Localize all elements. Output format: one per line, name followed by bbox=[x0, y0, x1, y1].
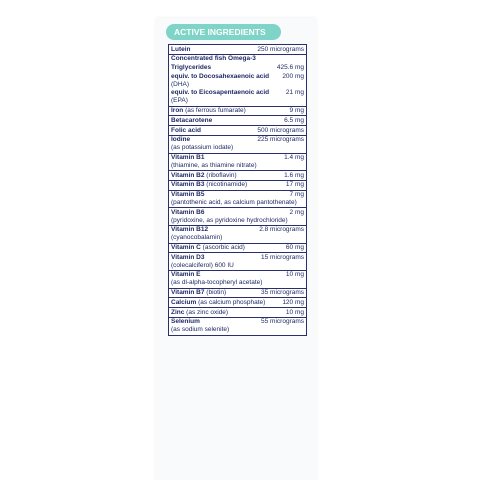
ingredient-label bbox=[171, 172, 237, 180]
ingredient-subnote: (EPA) bbox=[171, 97, 188, 105]
ingredient-amount: 21 mg bbox=[285, 89, 304, 97]
ingredient-amount: 6.5 mg bbox=[284, 116, 304, 124]
ingredient-row bbox=[169, 289, 306, 299]
ingredient-subnote: (thiamine, as thiamine nitrate) bbox=[171, 161, 257, 169]
ingredient-label bbox=[171, 55, 256, 63]
ingredient-amount: 500 micrograms bbox=[257, 126, 304, 134]
ingredient-name: Iron bbox=[171, 107, 184, 115]
ingredient-line bbox=[171, 299, 304, 307]
ingredient-label bbox=[171, 117, 212, 125]
ingredient-name: equiv. to Eicosapentaenoic acid bbox=[171, 89, 270, 97]
ingredient-amount: 7 mg bbox=[289, 191, 304, 199]
ingredient-label bbox=[171, 154, 204, 162]
ingredients-table bbox=[168, 44, 307, 336]
ingredient-amount: 200 mg bbox=[282, 72, 304, 80]
ingredient-name: Selenium bbox=[171, 318, 200, 326]
ingredient-label bbox=[171, 299, 265, 307]
ingredient-name: Vitamin B7 bbox=[171, 289, 205, 297]
ingredient-subnote: (as sodium selenite) bbox=[171, 326, 230, 334]
ingredient-line bbox=[171, 271, 304, 279]
ingredient-row bbox=[169, 308, 306, 318]
ingredient-row bbox=[169, 72, 306, 89]
ingredient-label bbox=[171, 181, 247, 189]
ingredient-row bbox=[169, 116, 306, 126]
ingredient-label bbox=[171, 289, 226, 297]
ingredient-row bbox=[169, 181, 306, 191]
ingredient-row bbox=[169, 253, 306, 271]
ingredient-label bbox=[171, 309, 228, 317]
ingredient-row bbox=[169, 126, 306, 136]
ingredient-label bbox=[171, 46, 191, 54]
ingredient-name: equiv. to Docosahexaenoic acid bbox=[171, 72, 270, 80]
ingredient-amount: 425.6 mg bbox=[276, 64, 304, 72]
ingredient-line bbox=[171, 309, 304, 317]
ingredient-row bbox=[169, 45, 306, 55]
ingredient-label bbox=[171, 107, 246, 115]
ingredient-line bbox=[171, 289, 304, 297]
ingredient-label bbox=[171, 318, 200, 326]
ingredient-line bbox=[171, 209, 304, 217]
ingredient-row bbox=[169, 226, 306, 244]
ingredient-amount: 10 mg bbox=[285, 308, 304, 316]
ingredient-name: Vitamin B6 bbox=[171, 208, 205, 216]
ingredient-label bbox=[171, 191, 204, 199]
ingredient-note: (as zinc oxide) bbox=[184, 308, 229, 316]
ingredient-name: Concentrated fish Omega-3 bbox=[171, 55, 256, 63]
ingredient-line bbox=[171, 254, 304, 262]
ingredient-label bbox=[171, 226, 208, 234]
ingredient-subnote: (as potassium iodate) bbox=[171, 144, 234, 152]
ingredient-label bbox=[171, 271, 201, 279]
ingredient-subnote: (cyanocobalamin) bbox=[171, 234, 223, 242]
ingredient-row bbox=[169, 208, 306, 226]
ingredient-row bbox=[169, 136, 306, 154]
ingredient-line bbox=[171, 136, 304, 144]
ingredient-line bbox=[171, 181, 304, 189]
ingredient-label bbox=[171, 209, 204, 217]
ingredient-row bbox=[169, 154, 306, 172]
ingredient-label bbox=[171, 64, 211, 72]
ingredient-note: (nicotinamide) bbox=[204, 181, 248, 189]
ingredient-name: Vitamin B5 bbox=[171, 191, 205, 199]
ingredient-line bbox=[171, 154, 304, 162]
ingredient-amount: 35 micrograms bbox=[261, 289, 304, 297]
ingredient-line bbox=[171, 172, 304, 180]
ingredient-note: (riboflavin) bbox=[204, 171, 237, 179]
ingredient-subnote: (DHA) bbox=[171, 80, 190, 88]
ingredient-line bbox=[171, 55, 304, 63]
ingredient-amount: 225 micrograms bbox=[257, 136, 304, 144]
ingredient-amount: 9 mg bbox=[289, 107, 304, 115]
ingredient-amount: 120 mg bbox=[282, 298, 304, 306]
ingredient-line bbox=[171, 318, 304, 326]
ingredient-amount: 250 micrograms bbox=[257, 45, 304, 53]
ingredient-name: Iodine bbox=[171, 136, 191, 144]
ingredient-line bbox=[171, 46, 304, 54]
ingredient-name: Vitamin B3 bbox=[171, 181, 205, 189]
ingredient-amount: 55 micrograms bbox=[261, 318, 304, 326]
ingredient-name: Folic acid bbox=[171, 126, 201, 134]
ingredient-amount: 15 micrograms bbox=[261, 253, 304, 261]
ingredient-name: Calcium bbox=[171, 298, 197, 306]
ingredient-amount: 2 mg bbox=[289, 208, 304, 216]
ingredient-amount: 17 mg bbox=[285, 181, 304, 189]
ingredient-name: Zinc bbox=[171, 308, 185, 316]
ingredient-line bbox=[171, 127, 304, 135]
ingredient-amount: 1.4 mg bbox=[284, 154, 304, 162]
ingredient-name: Lutein bbox=[171, 45, 191, 53]
ingredient-label bbox=[171, 254, 204, 262]
ingredient-note: (ascorbic acid) bbox=[200, 244, 245, 252]
ingredient-label bbox=[171, 244, 245, 252]
ingredient-line bbox=[171, 117, 304, 125]
ingredient-row bbox=[169, 55, 306, 64]
ingredient-label bbox=[171, 136, 190, 144]
ingredient-name: Vitamin C bbox=[171, 244, 201, 252]
ingredient-row bbox=[169, 64, 306, 73]
ingredient-subnote: (as dl-alpha-tocopheryl acetate) bbox=[171, 279, 263, 287]
ingredient-row bbox=[169, 107, 306, 117]
ingredient-name: Triglycerides bbox=[171, 64, 212, 72]
active-ingredients-banner: ACTIVE INGREDIENTS bbox=[166, 24, 281, 40]
ingredient-row bbox=[169, 191, 306, 209]
ingredient-line bbox=[171, 64, 304, 72]
ingredient-label bbox=[171, 89, 269, 97]
ingredient-line bbox=[171, 107, 304, 115]
ingredient-subnote: (pyridoxine, as pyridoxine hydrochloride) bbox=[171, 216, 288, 224]
ingredient-line bbox=[171, 191, 304, 199]
ingredient-name: Vitamin E bbox=[171, 271, 201, 279]
ingredient-name: Vitamin B2 bbox=[171, 171, 205, 179]
ingredient-row bbox=[169, 171, 306, 181]
ingredient-row bbox=[169, 318, 306, 335]
ingredient-amount: 2.8 micrograms bbox=[259, 226, 304, 234]
ingredient-row bbox=[169, 298, 306, 308]
ingredient-subnote: (colecalciferol) 600 IU bbox=[171, 261, 234, 269]
ingredient-label bbox=[171, 127, 201, 135]
ingredient-row bbox=[169, 244, 306, 254]
ingredient-note: (as ferrous fumarate) bbox=[183, 107, 246, 115]
ingredient-line bbox=[171, 226, 304, 234]
ingredient-line bbox=[171, 244, 304, 252]
ingredient-amount: 60 mg bbox=[285, 244, 304, 252]
ingredient-row bbox=[169, 271, 306, 289]
ingredient-note: (biotin) bbox=[204, 289, 227, 297]
ingredient-name: Vitamin B1 bbox=[171, 154, 205, 162]
ingredient-line bbox=[171, 89, 304, 97]
ingredient-name: Vitamin D3 bbox=[171, 253, 205, 261]
ingredient-name: Vitamin B12 bbox=[171, 226, 209, 234]
ingredient-label bbox=[171, 73, 269, 81]
ingredient-line bbox=[171, 73, 304, 81]
ingredient-note: (as calcium phosphate) bbox=[196, 298, 266, 306]
ingredient-row bbox=[169, 89, 306, 107]
ingredient-amount: 10 mg bbox=[285, 271, 304, 279]
ingredient-subnote: (pantothenic acid, as calcium pantothenate) bbox=[171, 199, 297, 207]
ingredient-name: Betacarotene bbox=[171, 116, 213, 124]
ingredient-amount: 1.6 mg bbox=[284, 171, 304, 179]
